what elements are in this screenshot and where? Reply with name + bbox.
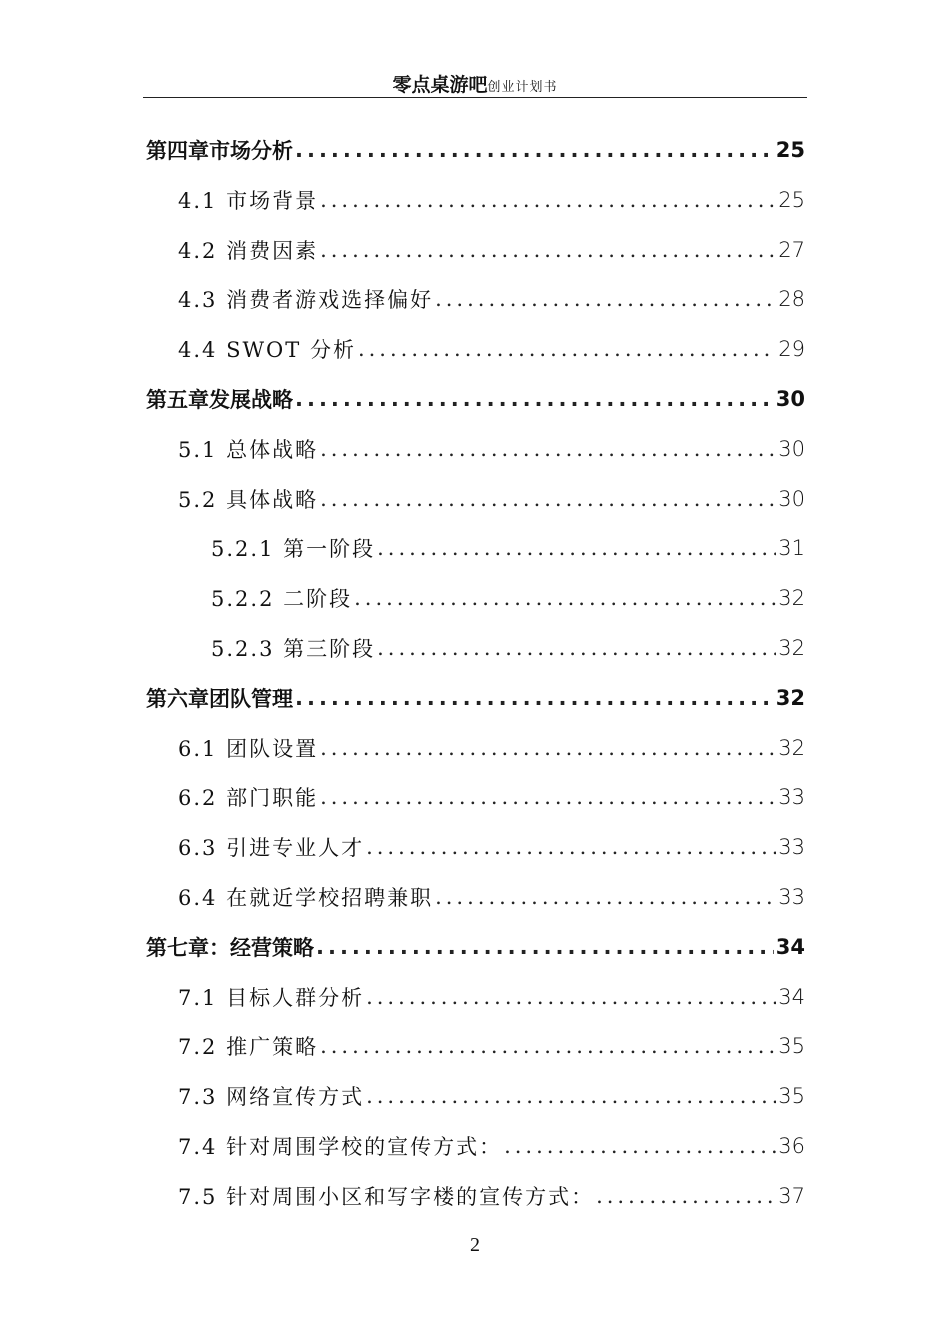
header-subtitle: 创业计划书	[487, 80, 558, 95]
toc-entry[interactable]	[178, 1171, 805, 1221]
toc-entry-label: 6.4 在就近学校招聘兼职	[178, 886, 434, 910]
toc-entry[interactable]	[178, 872, 805, 922]
toc-leader-dots	[358, 337, 776, 361]
toc-entry-page: 30	[778, 436, 805, 461]
toc-entry[interactable]	[178, 274, 805, 324]
toc-entry[interactable]	[178, 772, 805, 822]
toc-entry[interactable]	[178, 175, 805, 225]
toc-entry-page: 31	[778, 536, 805, 561]
toc-entry-page: 35	[778, 1034, 805, 1059]
toc-leader-dots	[320, 487, 776, 511]
toc-entry-page: 28	[778, 287, 805, 312]
toc-entry-label: 4.4 SWOT 分析	[178, 338, 356, 363]
toc-entry-page: 36	[778, 1134, 805, 1158]
toc-entry-page: 27	[778, 237, 805, 262]
toc-entry-label: 6.3 引进专业人才	[178, 836, 365, 861]
toc-entry-page: 35	[778, 1084, 805, 1109]
toc-entry-label: 7.2 推广策略	[178, 1035, 319, 1060]
toc-leader-dots	[366, 835, 776, 859]
toc-leader-dots	[295, 138, 774, 162]
toc-entry[interactable]	[211, 573, 805, 623]
toc-entry-page: 33	[778, 885, 805, 909]
toc-entry-page: 25	[775, 138, 805, 162]
toc-entry-label: 5.2 具体战略	[178, 487, 319, 512]
toc-entry-label: 5.1 总体战略	[178, 437, 319, 462]
toc-entry-page: 30	[778, 486, 805, 511]
toc-leader-dots	[320, 1034, 776, 1058]
toc-entry[interactable]	[178, 225, 805, 275]
toc-entry[interactable]	[178, 1021, 805, 1071]
toc-entry[interactable]	[211, 623, 805, 673]
toc-entry-label: 7.4 针对周围学校的宣传方式：	[178, 1135, 503, 1159]
toc-leader-dots	[377, 636, 776, 660]
toc-leader-dots	[320, 736, 776, 760]
toc-entry-label: 4.1 市场背景	[178, 188, 319, 213]
toc-entry-page: 33	[778, 785, 805, 810]
toc-entry-page: 33	[778, 835, 805, 860]
toc-leader-dots	[435, 885, 776, 909]
page-header	[143, 70, 807, 98]
toc-leader-dots	[435, 287, 776, 311]
toc-entry-page: 32	[778, 586, 805, 611]
toc-entry-page: 30	[775, 387, 805, 411]
toc-entry-label: 5.2.3 第三阶段	[211, 637, 376, 661]
toc-entry-label: 第五章发展战略	[146, 388, 293, 412]
toc-entry-label: 6.1 团队设置	[178, 736, 319, 761]
toc-entry[interactable]	[178, 424, 805, 474]
toc-entry[interactable]	[178, 972, 805, 1022]
toc-entry[interactable]	[146, 374, 805, 424]
toc-entry[interactable]	[178, 324, 805, 374]
toc-entry-label: 6.2 部门职能	[178, 786, 319, 811]
toc-entry-page: 34	[778, 984, 805, 1009]
toc-entry-label: 5.2.2 二阶段	[211, 587, 353, 612]
toc-leader-dots	[295, 686, 774, 710]
toc-leader-dots	[354, 586, 776, 610]
toc-entry[interactable]	[178, 1121, 805, 1171]
toc-leader-dots	[320, 785, 776, 809]
toc-entry-page: 37	[778, 1183, 805, 1208]
toc-entry-label: 4.2 消费因素	[178, 238, 319, 263]
page-number: 2	[470, 1234, 480, 1256]
toc-entry[interactable]	[178, 723, 805, 773]
toc-entry-label: 7.5 针对周围小区和写字楼的宣传方式：	[178, 1184, 595, 1209]
toc-entry[interactable]	[211, 523, 805, 573]
toc-leader-dots	[366, 1084, 776, 1108]
toc-entry[interactable]	[146, 922, 805, 972]
toc-entry-label: 第六章团队管理	[146, 686, 293, 711]
header-brand: 零点桌游吧	[392, 74, 488, 96]
toc-entry-label: 4.3 消费者游戏选择偏好	[178, 288, 434, 313]
toc-entry[interactable]	[146, 673, 805, 723]
toc-entry[interactable]	[178, 822, 805, 872]
toc-entry-page: 34	[775, 934, 805, 959]
toc-entry-label: 7.3 网络宣传方式	[178, 1085, 365, 1110]
toc-entry-label: 第七章：经营策略	[146, 935, 314, 960]
toc-entry[interactable]	[178, 474, 805, 524]
toc-entry[interactable]	[146, 125, 805, 175]
toc-entry-label: 第四章市场分析	[146, 139, 293, 163]
toc-entry-page: 32	[778, 735, 805, 760]
toc-leader-dots	[316, 935, 774, 959]
toc-leader-dots	[366, 985, 776, 1009]
toc-entry-label: 7.1 目标人群分析	[178, 985, 365, 1010]
toc-leader-dots	[295, 387, 774, 411]
toc-entry-page: 32	[775, 685, 805, 710]
toc-entry-page: 29	[778, 337, 805, 362]
toc-leader-dots	[320, 238, 776, 262]
toc-entry-label: 5.2.1 第一阶段	[211, 537, 376, 562]
toc-leader-dots	[504, 1134, 776, 1158]
toc-entry-page: 25	[778, 187, 805, 212]
toc-entry[interactable]	[178, 1071, 805, 1121]
toc-leader-dots	[377, 536, 776, 560]
toc-entry-page: 32	[778, 636, 805, 660]
toc-leader-dots	[320, 437, 776, 461]
toc-leader-dots	[596, 1184, 776, 1208]
toc-leader-dots	[320, 188, 776, 212]
